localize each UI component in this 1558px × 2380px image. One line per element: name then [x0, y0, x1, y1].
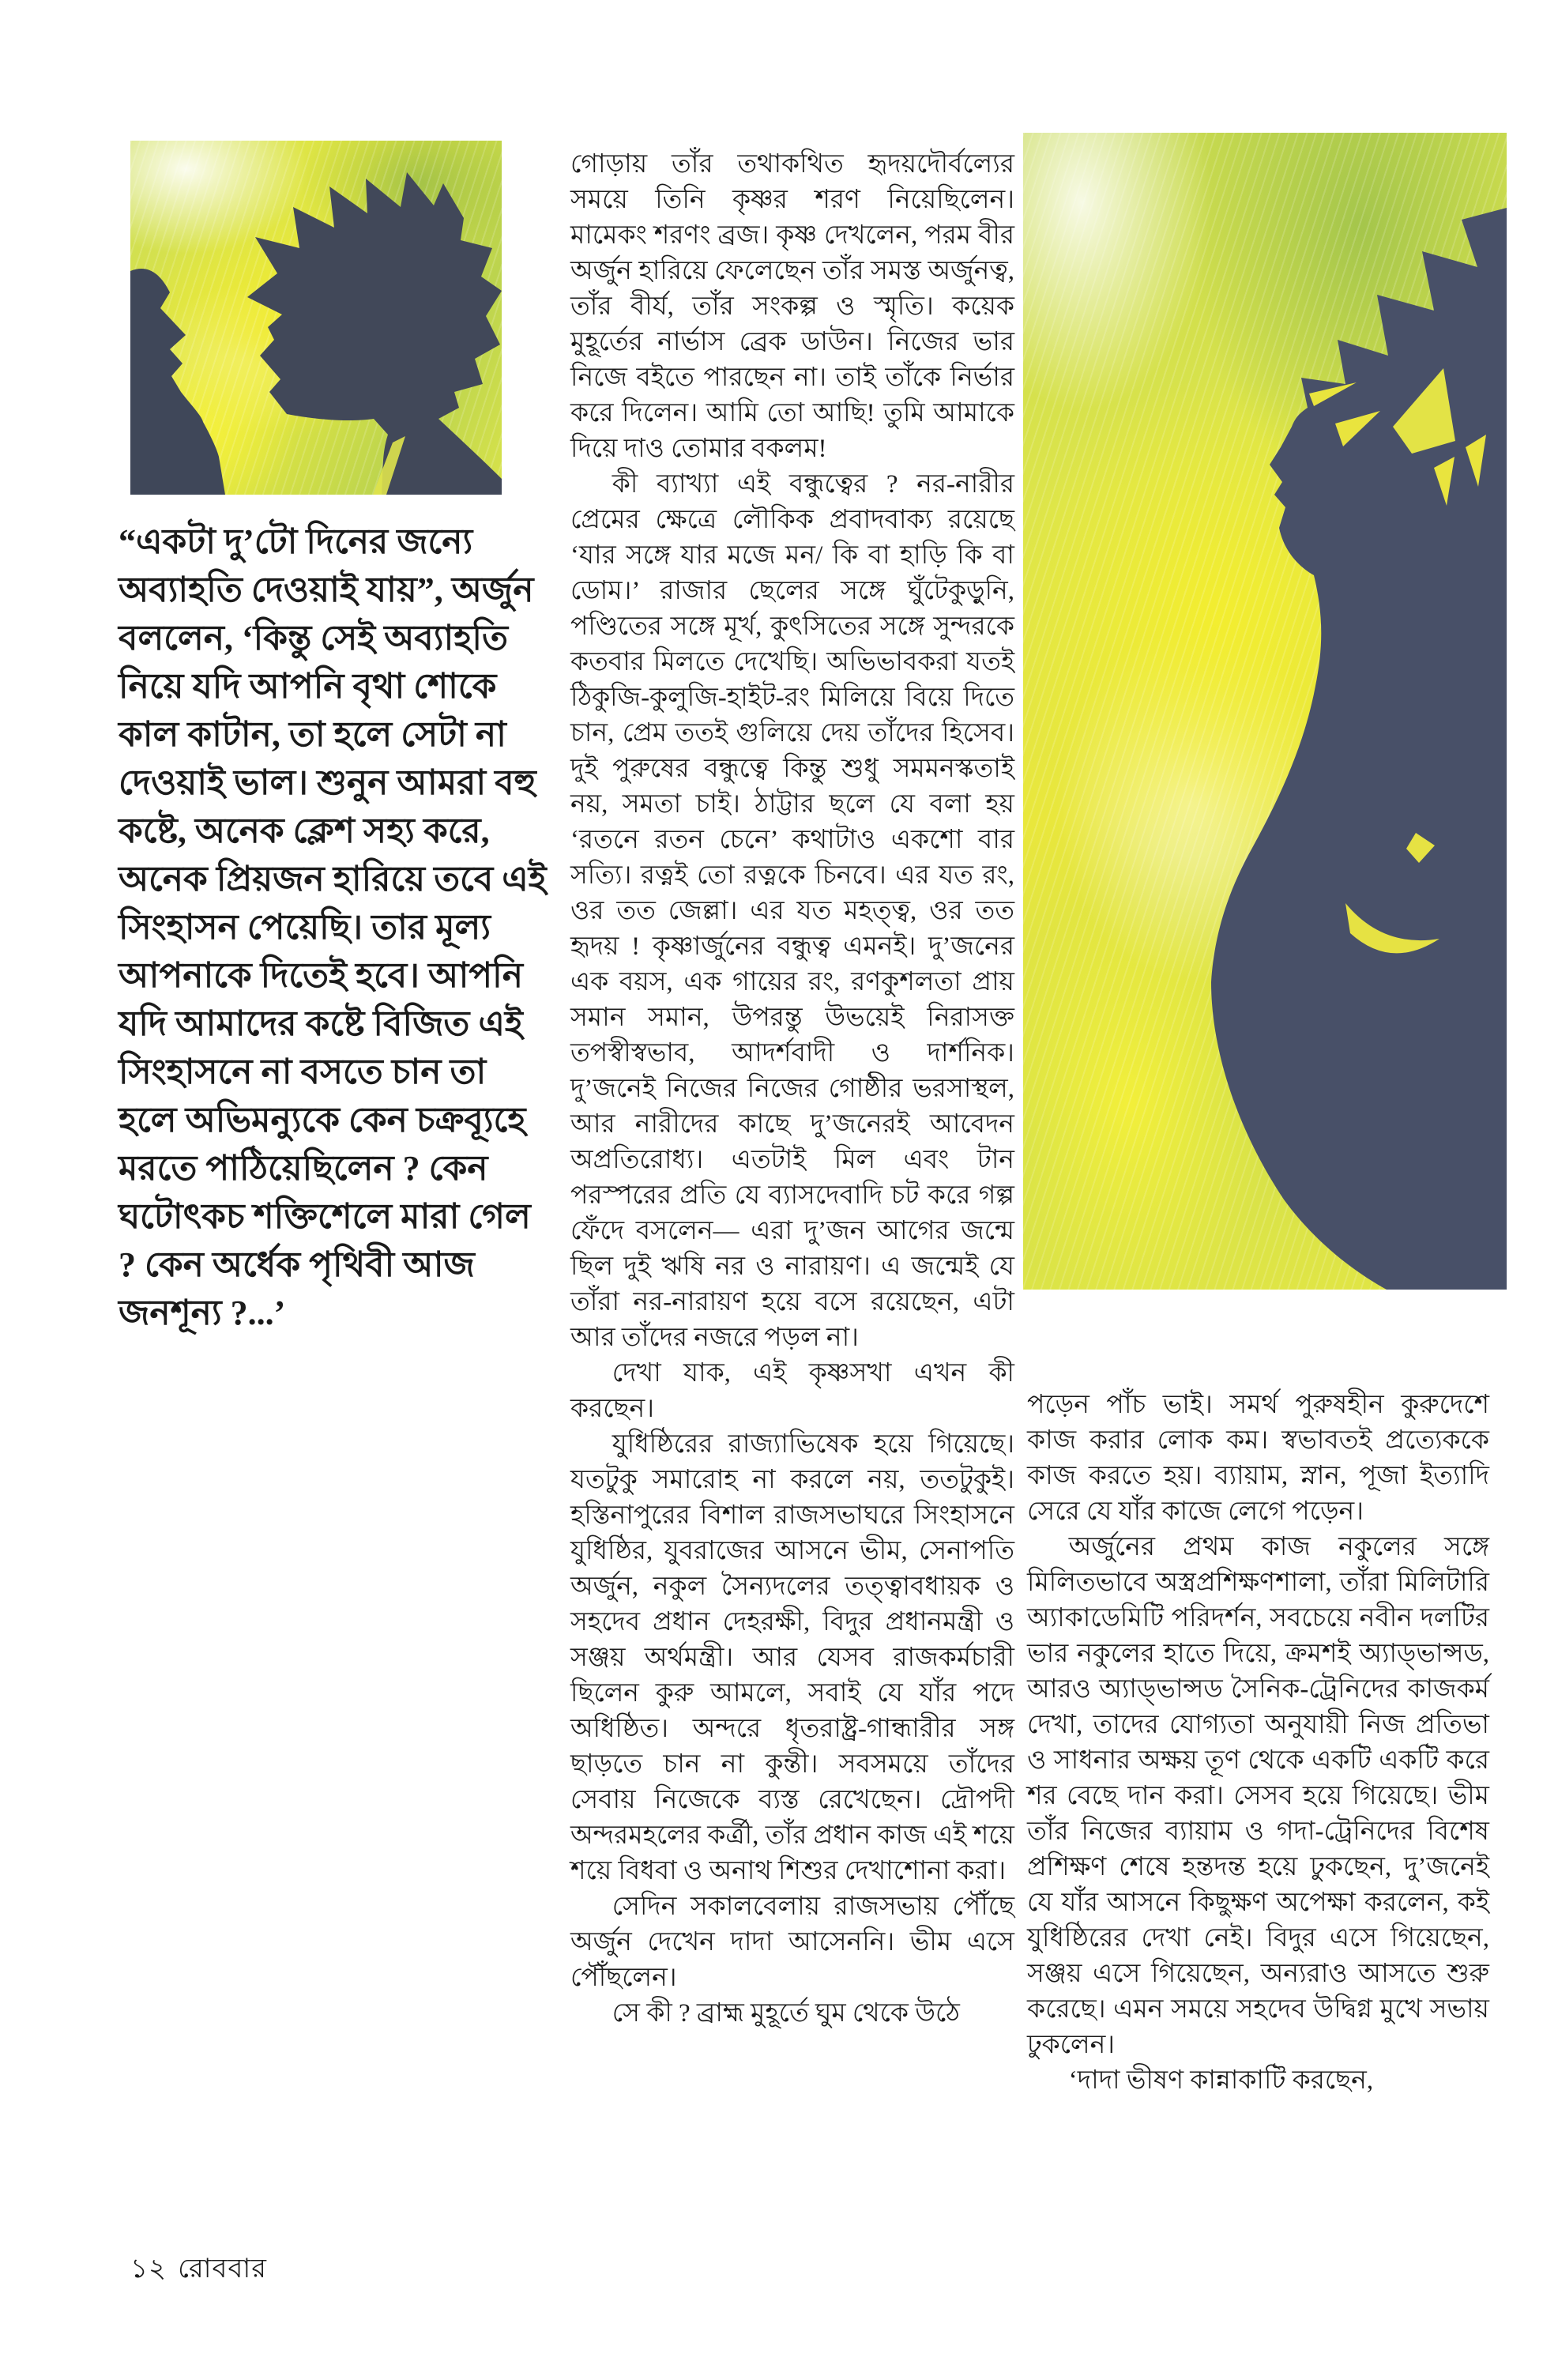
paragraph: ‘দাদা ভীষণ কান্নাকাটি করছেন,	[1068, 2066, 1374, 2095]
paragraph: সে কী ? ব্রাহ্ম মুহূর্তে ঘুম থেকে উঠে	[612, 1999, 960, 2028]
paragraph: সেদিন সকালবেলায় রাজসভায় পৌঁছে অর্জুন দেখেন দাদা আসেননি। ভীম এসে পৌঁছলেন।	[570, 1892, 1014, 1992]
paragraph: দেখা যাক, এই কৃষ্ণসখা এখন কী করছেন।	[570, 1359, 1014, 1423]
crowned-profile-illustration	[1023, 133, 1507, 1290]
two-profiles-illustration	[130, 141, 502, 495]
body-column-middle	[570, 147, 1014, 2221]
page-number: ১২	[130, 2254, 167, 2284]
paragraph: কী ব্যাখ্যা এই বন্ধুত্বের ? নর-নারীর প্রেমের ক্ষেত্রে লৌকিক প্রবাদবাক্য রয়েছে ‘যার সঙ্গে যার মজে মন/ কি বা হাড়ি কি বা ডোম।’ রাজার ছেলের সঙ্গে ঘুঁটেকুড়ুনি, পণ্ডিতের সঙ্গে মূর্খ, কুৎসিতের সঙ্গে সুন্দরকে কতবার মিলতে দেখেছি। অভিভাবকরা যতই ঠিকুজি-কুলুজি-হাইট-রং মিলিয়ে বিয়ে দিতে চান, প্রেম ততই গুলিয়ে দেয় তাঁদের হিসেব। দুই পুরুষের বন্ধুত্বে কিন্তু শুধু সমমনস্কতাই নয়, সমতা চাই। ঠাট্টার ছলে যে বলা হয় ‘রতনে রতন চেনে’ কথাটাও একশো বার সত্যি। রত্নই তো রত্নকে চিনবে। এর যত রং, ওর তত জেল্লা। এর যত মহত্ত্ব, ওর তত হৃদয় ! কৃষ্ণার্জুনের বন্ধুত্ব এমনই। দু’জনের এক বয়স, এক গায়ের রং, রণকুশলতা প্রায় সমান সমান, উপরন্তু উভয়েই নিরাসক্ত তপস্বীস্বভাব, আদর্শবাদী ও দার্শনিক। দু’জনেই নিজের নিজের গোষ্ঠীর ভরসাস্থল, আর নারীদের কাছে দু’জনেরই আবেদন অপ্রতিরোধ্য। এতটাই মিল এবং টান পরস্পরের প্রতি যে ব্যাসদেবাদি চট করে গল্প ফেঁদে বসলেন— এরা দু’জন আগের জন্মে ছিল দুই ঋষি নর ও নারায়ণ। এ জন্মেই যে তাঁরা নর-নারায়ণ হয়ে বসে রয়েছেন, এটা আর তাঁদের নজরে পড়ল না।	[570, 470, 1014, 1352]
paragraph: যুধিষ্ঠিরের রাজ্যাভিষেক হয়ে গিয়েছে। যতটুকু সমারোহ না করলে নয়, ততটুকুই। হস্তিনাপুরের বিশাল রাজসভাঘরে সিংহাসনে যুধিষ্ঠির, যুবরাজের আসনে ভীম, সেনাপতি অর্জুন, নকুল সৈন্যদলের তত্ত্বাবধায়ক ও সহদেব প্রধান দেহরক্ষী, বিদুর প্রধানমন্ত্রী ও সঞ্জয় অর্থমন্ত্রী। আর যেসব রাজকর্মচারী ছিলেন কুরু আমলে, সবাই যে যাঁর পদে অধিষ্ঠিত। অন্দরে ধৃতরাষ্ট্র-গান্ধারীর সঙ্গ ছাড়তে চান না কুন্তী। সবসময়ে তাঁদের সেবায় নিজেকে ব্যস্ত রেখেছেন। দ্রৌপদী অন্দরমহলের কর্ত্রী, তাঁর প্রধান কাজ এই শয়ে শয়ে বিধবা ও অনাথ শিশুর দেখাশোনা করা।	[570, 1430, 1014, 1885]
paragraph: অর্জুনের প্রথম কাজ নকুলের সঙ্গে মিলিতভাবে অস্ত্রপ্রশিক্ষণশালা, তাঁরা মিলিটারি অ্যাকাডেমিটি পরিদর্শন, সবচেয়ে নবীন দলটির ভার নকুলের হাতে দিয়ে, ক্রমশই অ্যাড্‌ভান্সড, আরও অ্যাড্‌ভান্সড সৈনিক-ট্রেনিদের কাজকর্ম দেখা, তাদের যোগ্যতা অনুযায়ী নিজ প্রতিভা ও সাধনার অক্ষয় তূণ থেকে একটি একটি করে শর বেছে দান করা। সেসব হয়ে গিয়েছে। ভীম তাঁর নিজের ব্যায়াম ও গদা-ট্রেনিদের বিশেষ প্রশিক্ষণ শেষে হন্তদন্ত হয়ে ঢুকছেন, দু’জনেই যে যাঁর আসনে কিছুক্ষণ অপেক্ষা করলেন, কই যুধিষ্ঠিরের দেখা নেই। বিদুর এসে গিয়েছেন, সঞ্জয় এসে গিয়েছেন, অন্যরাও আসতে শুরু করেছে। এমন সময়ে সহদেব উদ্বিগ্ন মুখে সভায় ঢুকলেন।	[1027, 1533, 1489, 2059]
page-footer	[130, 2254, 278, 2285]
profile-bust-silhouette	[1211, 208, 1507, 1290]
pull-quote: “একটা দু’টো দিনের জন্যে অব্যাহতি দেওয়াই যায়”, অর্জুন বললেন, ‘কিন্তু সেই অব্যাহতি নিয়ে যদি আপনি বৃথা শোকে কাল কাটান, তা হলে সেটা না দেওয়াই ভাল। শুনুন আমরা বহু কষ্টে, অনেক ক্লেশ সহ্য করে, অনেক প্রিয়জন হারিয়ে তবে এই সিংহাসন পেয়েছি। তার মূল্য আপনাকে দিতেই হবে। আপনি যদি আমাদের কষ্টে বিজিত এই সিংহাসনে না বসতে চান তা হলে অভিমন্যুকে কেন চক্রব্যূহে মরতে পাঠিয়েছিলেন ? কেন ঘটোৎকচ শক্তিশেলে মারা গেল ? কেন অর্ধেক পৃথিবী আজ জনশূন্য ?...’	[119, 522, 547, 1332]
magazine-name: রোববার	[178, 2254, 267, 2284]
right-profile-silhouette	[247, 172, 502, 495]
crowned-profile-silhouette	[1023, 133, 1507, 1290]
paragraph: গোড়ায় তাঁর তথাকথিত হৃদয়দৌর্বল্যের সময়ে তিনি কৃষ্ণর শরণ নিয়েছিলেন। মামেকং শরণং ব্রজ। কৃষ্ণ দেখলেন, পরম বীর অর্জুন হারিয়ে ফেলেছেন তাঁর সমস্ত অর্জুনত্ব, তাঁর বীর্য, তাঁর সংকল্প ও স্মৃতি। কয়েক মুহূর্তের নার্ভাস ব্রেক ডাউন। নিজের ভার নিজে বইতে পারছেন না। তাই তাঁকে নির্ভার করে দিলেন। আমি তো আছি! তুমি আমাকে দিয়ে দাও তোমার বকলম!	[570, 150, 1014, 463]
two-profiles-silhouettes	[130, 141, 502, 495]
left-profile-silhouette	[130, 269, 225, 495]
body-column-right	[1027, 1388, 1489, 2225]
paragraph: পড়েন পাঁচ ভাই। সমর্থ পুরুষহীন কুরুদেশে কাজ করার লোক কম। স্বভাবতই প্রত্যেককে কাজ করতে হয়। ব্যায়াম, স্নান, পূজা ইত্যাদি সেরে যে যাঁর কাজে লেগে পড়েন।	[1027, 1391, 1489, 1526]
